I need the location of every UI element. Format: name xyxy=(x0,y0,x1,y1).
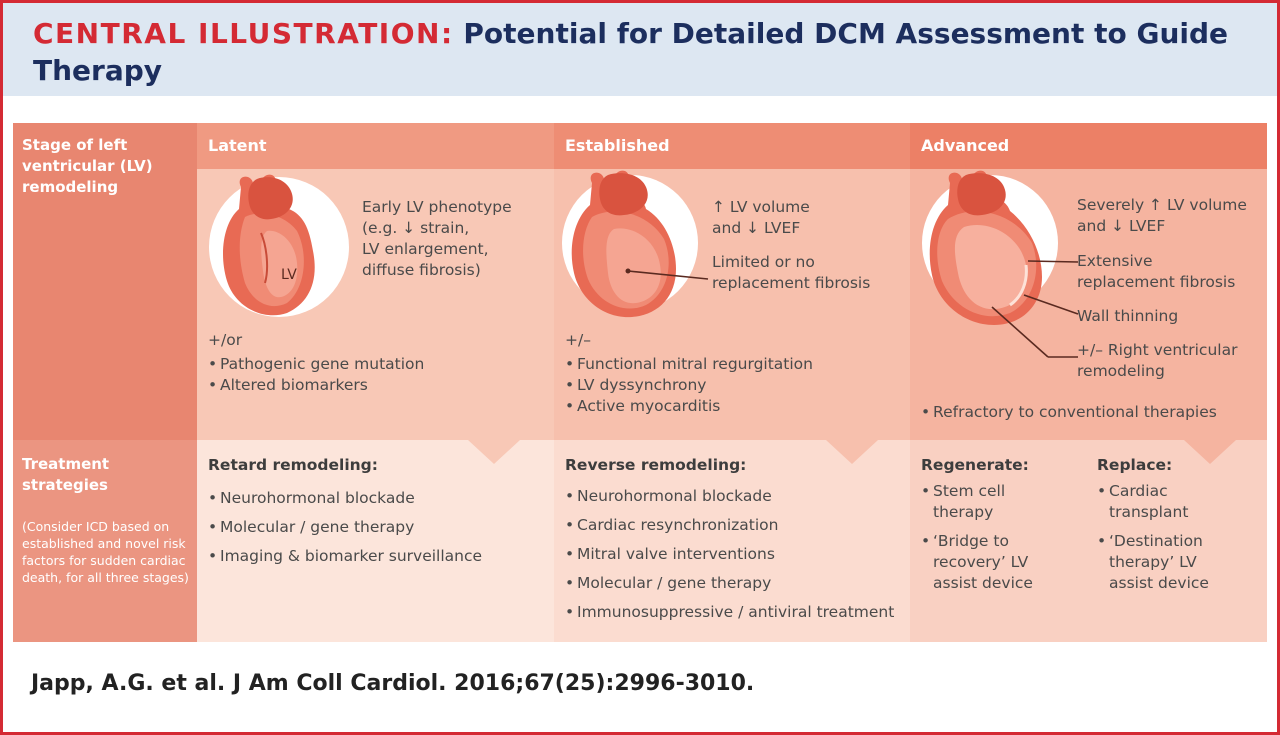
treatment-row-label: Treatment strategies xyxy=(22,455,110,494)
page-title xyxy=(33,15,1258,89)
replace-list xyxy=(1097,481,1262,594)
established-connector: +/– xyxy=(565,331,591,349)
list-item: • Molecular / gene therapy xyxy=(208,513,548,542)
finding-line: remodeling xyxy=(1077,362,1165,380)
stage-row-label-cell xyxy=(13,123,197,440)
heart-latent-icon xyxy=(205,171,355,321)
list-item: • Pathogenic gene mutation xyxy=(208,354,538,375)
title-prefix: CENTRAL ILLUSTRATION: xyxy=(33,17,454,50)
advanced-finding-fibrosis xyxy=(1077,251,1262,293)
advanced-finding-rv xyxy=(1077,340,1262,382)
replace-title: Replace: xyxy=(1097,456,1173,474)
list-item-line: • ‘Destination xyxy=(1109,532,1203,550)
latent-header-label: Latent xyxy=(208,136,267,155)
latent-phenotype-line: (e.g. ↓ strain, xyxy=(362,219,470,237)
latent-treatment-cell xyxy=(197,440,554,642)
list-item-line: assist device xyxy=(933,574,1033,592)
list-item: • Functional mitral regurgitation xyxy=(565,354,900,375)
list-item xyxy=(921,531,1086,594)
latent-treatment-list xyxy=(208,484,548,571)
established-finding-volume xyxy=(712,197,902,239)
advanced-bullet-list xyxy=(921,402,1261,423)
established-header-label: Established xyxy=(565,136,670,155)
latent-arrow-notch xyxy=(468,440,520,464)
list-item xyxy=(921,481,1086,523)
advanced-header-label: Advanced xyxy=(921,136,1010,155)
title-main: Potential for Detailed DCM Assessment to Guide Therapy xyxy=(33,17,1229,87)
established-treatment-title: Reverse remodeling: xyxy=(565,456,747,474)
established-treatment-cell xyxy=(554,440,910,642)
finding-line: replacement fibrosis xyxy=(712,274,871,292)
heart-lv-label: LV xyxy=(281,267,297,283)
finding-line: and ↓ LVEF xyxy=(712,219,801,237)
finding-line: ↑ LV volume xyxy=(712,198,810,216)
finding-line: Extensive xyxy=(1077,252,1153,270)
latent-bullet-list xyxy=(208,354,538,396)
title-bar xyxy=(3,3,1277,96)
list-item-line: • ‘Bridge to xyxy=(933,532,1009,550)
latent-connector: +/or xyxy=(208,331,243,349)
list-item: • Mitral valve interventions xyxy=(565,540,905,569)
list-item-line: • Cardiac xyxy=(1109,482,1168,500)
list-item xyxy=(1097,481,1262,523)
list-item-line: transplant xyxy=(1109,503,1189,521)
list-item: • Immunosuppressive / antiviral treatment xyxy=(565,598,905,627)
list-item: • Neurohormonal blockade xyxy=(565,482,905,511)
heart-advanced-icon xyxy=(918,169,1068,329)
list-item-line: assist device xyxy=(1109,574,1209,592)
finding-line: Severely ↑ LV volume xyxy=(1077,196,1247,214)
latent-treatment-title: Retard remodeling: xyxy=(208,456,378,474)
list-item-line: recovery’ LV xyxy=(933,553,1029,571)
established-bullet-list xyxy=(565,354,900,417)
list-item: • LV dyssynchrony xyxy=(565,375,900,396)
treatment-row-label-cell xyxy=(13,440,197,642)
finding-line: +/– Right ventricular xyxy=(1077,341,1238,359)
latent-stage-cell xyxy=(197,123,554,440)
established-treatment-list xyxy=(565,482,905,627)
latent-header xyxy=(197,123,554,169)
list-item: • Cardiac resynchronization xyxy=(565,511,905,540)
list-item-line: therapy xyxy=(933,503,994,521)
latent-phenotype-line: diffuse fibrosis) xyxy=(362,261,481,279)
list-item xyxy=(1097,531,1262,594)
list-item: • Altered biomarkers xyxy=(208,375,538,396)
list-item-line: • Stem cell xyxy=(933,482,1006,500)
list-item: • Imaging & biomarker surveillance xyxy=(208,542,548,571)
stage-row-label: Stage of left ventricular (LV) remodeling xyxy=(22,136,153,196)
latent-phenotype xyxy=(362,197,547,281)
latent-phenotype-line: Early LV phenotype xyxy=(362,198,512,216)
finding-line: Limited or no xyxy=(712,253,815,271)
list-item-line: therapy’ LV xyxy=(1109,553,1197,571)
citation: Japp, A.G. et al. J Am Coll Cardiol. 2016;67(25):2996-3010. xyxy=(31,671,755,696)
advanced-finding-wall: Wall thinning xyxy=(1077,307,1179,325)
advanced-stage-cell xyxy=(910,123,1267,440)
established-arrow-notch xyxy=(826,440,878,464)
finding-line: and ↓ LVEF xyxy=(1077,217,1166,235)
established-stage-cell xyxy=(554,123,910,440)
established-finding-fibrosis xyxy=(712,252,907,294)
list-item: • Neurohormonal blockade xyxy=(208,484,548,513)
list-item: • Active myocarditis xyxy=(565,396,900,417)
finding-line: replacement fibrosis xyxy=(1077,273,1236,291)
advanced-header xyxy=(910,123,1267,169)
heart-established-icon xyxy=(558,169,708,319)
advanced-arrow-notch xyxy=(1184,440,1236,464)
established-header xyxy=(554,123,910,169)
list-item: • Refractory to conventional therapies xyxy=(921,402,1261,423)
list-item: • Molecular / gene therapy xyxy=(565,569,905,598)
regenerate-list xyxy=(921,481,1086,594)
latent-phenotype-line: LV enlargement, xyxy=(362,240,489,258)
advanced-treatment-cell xyxy=(910,440,1267,642)
regenerate-title: Regenerate: xyxy=(921,456,1029,474)
advanced-finding-volume xyxy=(1077,195,1262,237)
treatment-note: (Consider ICD based on established and novel risk factors for sudden cardiac death, for all three stages) xyxy=(22,519,189,585)
